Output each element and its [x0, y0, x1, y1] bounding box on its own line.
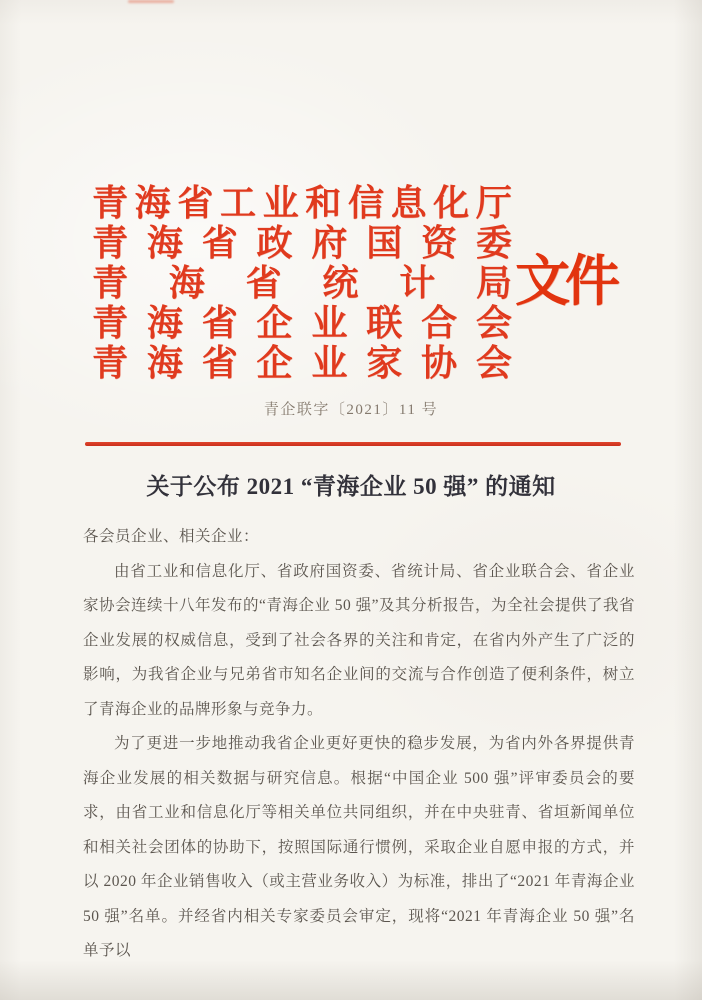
red-divider-line	[85, 442, 621, 446]
letterhead	[92, 183, 512, 383]
salutation-line: 各会员企业、相关企业：	[83, 528, 260, 545]
scan-artifact-red-mark	[128, 0, 174, 3]
letterhead-wenjian-label: 文件	[515, 251, 616, 312]
document-body	[83, 520, 635, 969]
body-paragraph-2: 为了更进一步地推动我省企业更好更快的稳步发展，为省内外各界提供青海企业发展的相关数据与研究信息。根据“中国企业 500 强”评审委员会的要求，由省工业和信息化厅等相关单位共同组织，并在中央驻青、省垣新闻单位和相关社会团体的协助下，按照国际通行惯例，采取企业自愿申报的方式，并以 2020 年企业销售收入（或主营业务收入）为标准，排出了“2021 年青海企业 50 强”名单。并经省内相关专家委员会审定，现将“2021 年青海企业 50 强”名单予以	[83, 735, 635, 959]
letterhead-org-line-3: 青 海 省 统 计 局	[92, 263, 512, 303]
letterhead-org-line-2: 青 海 省 政 府 国 资 委	[92, 223, 512, 263]
letterhead-org-line-5: 青 海 省 企 业 家 协 会	[92, 343, 512, 383]
letterhead-org-line-4: 青 海 省 企 业 联 合 会	[92, 303, 512, 343]
body-paragraph-1: 由省工业和信息化厅、省政府国资委、省统计局、省企业联合会、省企业家协会连续十八年发布的“青海企业 50 强”及其分析报告，为全社会提供了我省企业发展的权威信息，受到了社会各界的关注和肯定，在省内外产生了广泛的影响，为我省企业与兄弟省市知名企业间的交流与合作创造了便利条件，树立了青海企业的品牌形象与竞争力。	[83, 562, 636, 718]
letterhead-org-line-1: 青 海 省 工 业 和 信 息 化 厅	[92, 183, 512, 223]
document-title: 关于公布 2021 “青海企业 50 强” 的通知	[146, 474, 556, 499]
document-number: 青企联字〔2021〕11 号	[263, 402, 439, 418]
